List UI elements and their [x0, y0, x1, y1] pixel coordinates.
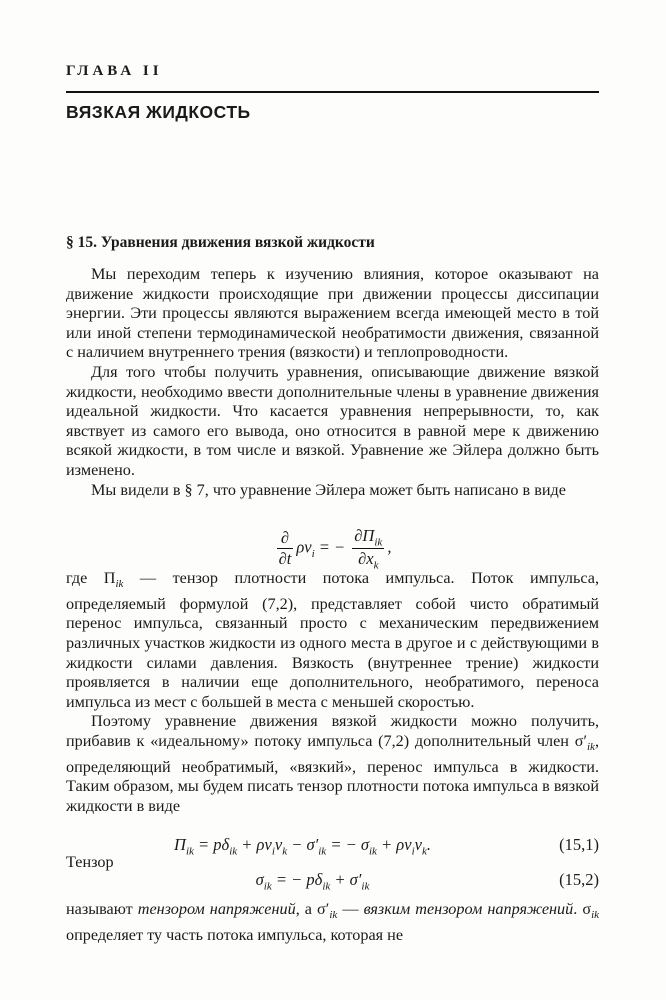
- paragraph-5: Поэтому уравнение движения вязкой жидкости можно получить, прибавив к «идеальному» потоку импульса (7,2) дополнительный член $\sigma'_{ik}$, определяющий необратимый, «вязкий», перенос импульса в жидкости. Таким образом, мы будем писать тензор плотности потока импульса в вязкой жидкости в виде: [66, 712, 599, 815]
- paragraph-3: Мы видели в § 7, что уравнение Эйлера может быть написано в виде: [91, 480, 566, 499]
- paragraph-6: называют тензором напряжений, а $\sigma'_{ik}$ — вязким тензором напряжений. $\sigma_{ik}$ определяет ту часть потока импульса, которая не: [66, 900, 600, 944]
- tensor-word: Тензор: [66, 853, 114, 871]
- equation-number-15-1: (15,1): [559, 835, 599, 854]
- text-block-3: [66, 900, 599, 945]
- equation-euler: $\frac{\partial}{\partial t}$ $\rho v_i$ = − $\frac{\partial\Pi_{ik}}{\partial x_k}$ ,: [278, 526, 392, 572]
- chapter-label: ГЛАВА II: [66, 63, 163, 79]
- header-rule: [66, 91, 599, 93]
- chapter-title: ВЯЗКАЯ ЖИДКОСТЬ: [66, 102, 251, 122]
- paragraph-1: Мы переходим теперь к изучению влияния, которое оказывают на движение жидкости происходящие при движении процессы диссипации энергии. Эти процессы являются выражением всегда имеющей место в той или иной степени термодинамической необратимости движения, связанной с наличием внутреннего трения (вязкости) и теплопроводности.: [66, 265, 599, 362]
- text-block-1: [66, 265, 599, 500]
- equation-15-2: $\sigma_{ik}$ = − $p\delta_{ik} + \sigma'_{ik}$ (15,2): [255, 870, 599, 893]
- paragraph-4: где $\Pi_{ik}$ — тензор плотности потока импульса. Поток импульса, определяемый формулой (7,2), представляет собой чисто обратимый перенос импульса, связанный просто с механическим передвижением различных участков жидкости из одного места в другое и с действующими в жидкости силами давления. Вязкость (внутреннее трение) жидкости проявляется в наличии еще дополнительного, необратимого, переноса импульса из мест с большей в места с меньшей скоростью.: [66, 569, 599, 711]
- fraction-d-dt: $\frac{\partial}{\partial t}$: [278, 528, 292, 569]
- text-block-2: [66, 569, 599, 817]
- equation-15-1: $\Pi_{ik} = p\delta_{ik} + \rho v_iv_k - \sigma'_{ik}$ = − $\sigma_{ik} + \rho v_iv_k$. (15,1): [174, 835, 599, 858]
- paragraph-2: Для того чтобы получить уравнения, описывающие движение вязкой жидкости, необходимо ввести дополнительные члены в уравнение движения идеальной жидкости. Что касается уравнения непрерывности, то, как явствует из самого его вывода, оно относится в равной мере к движению всякой жидкости, в том числе и вязкой. Уравнение же Эйлера должно быть изменено.: [66, 362, 599, 479]
- fraction-dpi-dx: $\frac{\partial\Pi_{ik}}{\partial x_k}$: [354, 526, 383, 572]
- section-title: § 15. Уравнения движения вязкой жидкости: [66, 234, 375, 251]
- equation-number-15-2: (15,2): [559, 870, 599, 889]
